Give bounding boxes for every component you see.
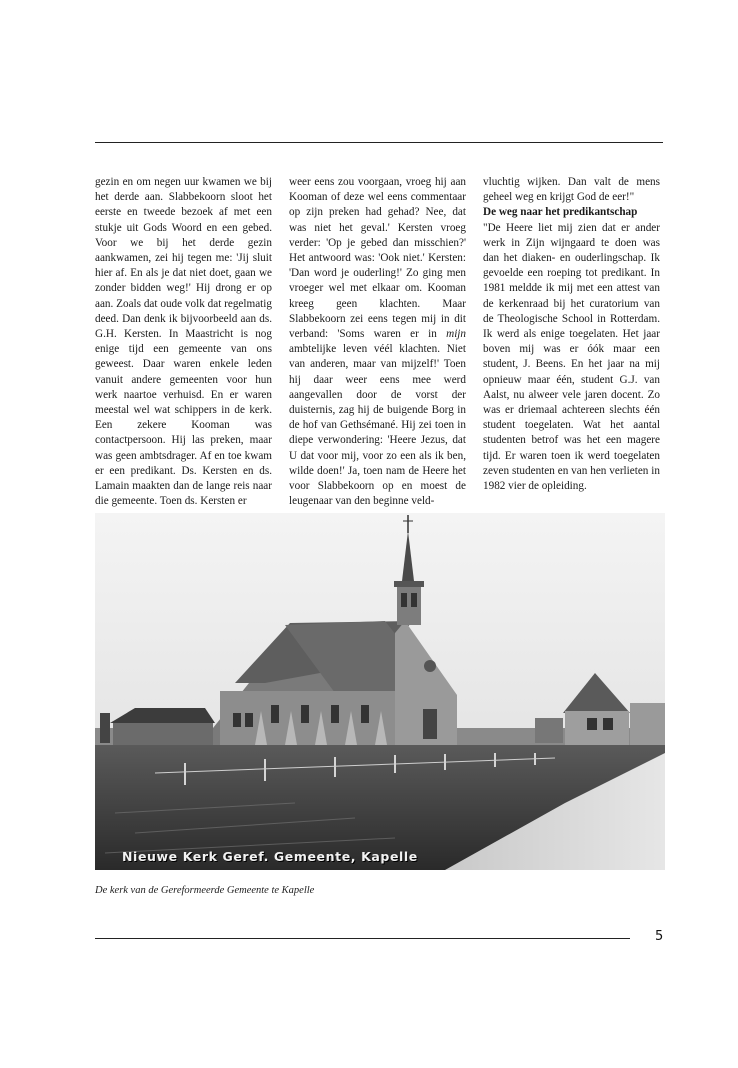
text-column-1 [95,175,272,509]
page-number: 5 [655,929,664,944]
column-1-text: gezin en om negen uur kwamen we bij het derde aan. Slabbekoorn sloot het eerste en tweede bezoek af met een stukje uit Gods Woord en een gebed. Voor we bij het derde gezin aankwamen, zei hij tegen me: 'Jij sluit hier af. En als je dat niet doet, gaan we zonder bidden weg!' Hij drong er op aan. Zoals dat oude volk dat regelmatig deed. Dan denk ik bijvoorbeeld aan ds. G.H. Kersten. In Maastricht is nog enige tijd een gemeente van ons geweest. Daar waren enkele leden vanuit andere gemeenten voor hun werk naartoe verhuisd. En er waren meestal wel wat schippers in de kerk. Een zekere Kooman was contactpersoon. Hij las preken, maar was geen ambtsdrager. Af en toe kwam er een predikant. Ds. Kersten en ds. Lamain maakten dan de lange reis naar die gemeente. Toen ds. Kersten er [95,176,272,508]
column-3-text-top: vluchtig wijken. Dan valt de mens geheel weg en krijgt God de eer!" [483,176,660,204]
church-photo [95,513,665,870]
column-2-text-part-1: weer eens zou voorgaan, vroeg hij aan Kooman of deze wel eens commentaar op zijn preken had gehad? Nee, dat was niet het geval.' Kersten vroeg verder: 'Op je gebed dan misschien?' Het antwoord was: 'Ook niet.' Kersten: 'Dan word je ouderling!' Zo ging men vroeger wel met elkaar om. Kooman kreeg geen klachten. Maar Slabbekoorn zei eens tegen mij in dit verband: 'Soms waren er in [289,176,466,341]
section-heading: De weg naar het predikantschap [483,206,638,219]
bottom-rule [95,938,630,939]
column-2-text-part-2: ambtelijke leven véél klachten. Niet van anderen, maar van mijzelf!' Toen hij daar weer eens mee werd aangevallen door de vorst der duisternis, zag hij de buigende Borg in de hof van Gethsémané. Hij zei toen in diepe verwondering: 'Heere Jezus, dat U dat voor mij, voor zo een als ik ben, wilde doen!' Ja, toen nam de Heere het voor Slabbekoorn op en moest de leugenaar van den beginne veld- [289,343,466,508]
column-3-text-bottom: "De Heere liet mij zien dat er ander werk in Zijn wijngaard te doen was dan het diaken- en ouderlingschap. Ik gevoelde een roeping tot predikant. In 1981 meldde ik mij met een attest van de kerkenraad bij het curatorium van de Theologische School in Rotterdam. Ik werd als enige toegelaten. Het jaar boven mij was er óók maar een student, J. Beens. En het jaar na mij opnieuw maar één, student G.J. van Aalst, nu alweer vele jaren docent. Zo was er driemaal achtereen slechts één student toegelaten. Wat het aantal studenten betrof was het een magere tijd. Er waren toen ik werd toegelaten zeven studenten en van hen verlieten in 1982 vier de opleiding. [483,221,660,493]
column-2-italic-word: mijn [446,328,466,341]
photo-caption: De kerk van de Gereformeerde Gemeente te Kapelle [95,885,315,896]
column-2-text [289,175,466,509]
text-column-3 [483,175,660,494]
top-rule [95,142,663,143]
photo-overlay-text: Nieuwe Kerk Geref. Gemeente, Kapelle [122,849,418,864]
text-column-2 [289,175,466,509]
church-photo-illustration [95,513,665,870]
